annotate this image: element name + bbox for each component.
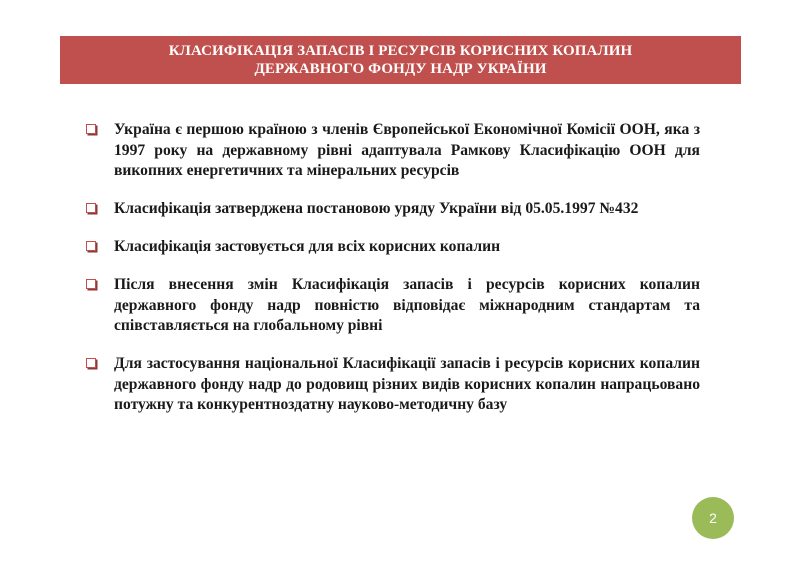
title-banner (60, 36, 741, 84)
bullet-item (86, 237, 700, 258)
bullet-list (86, 120, 700, 433)
bullet-text: Після внесення змін Класифікація запасів і ресурсів корисних копалин державного фонду надр повністю відповідає міжнародним стандартам та співставляється на глобальному рівні (114, 276, 700, 334)
hollow-square-bullet-icon (86, 358, 96, 368)
hollow-square-bullet-icon (86, 241, 96, 251)
bullet-text: Класифікація застовується для всіх корисних копалин (114, 238, 501, 255)
bullet-item (86, 199, 700, 220)
hollow-square-bullet-icon (86, 279, 96, 289)
hollow-square-bullet-icon (86, 203, 96, 213)
bullet-text: Україна є першою країною з членів Європейської Економічної Комісії ООН, яка з 1997 року на державному рівні адаптувала Рамкову Класифікацію ООН для викопних енергетичних та мінеральних ресурсів (114, 121, 700, 179)
bullet-text: Класифікація затверджена постановою уряду України від 05.05.1997 №432 (114, 200, 639, 217)
bullet-item (86, 354, 700, 416)
hollow-square-bullet-icon (86, 124, 96, 134)
bullet-item (86, 120, 700, 182)
slide-title-line-2: ДЕРЖАВНОГО ФОНДУ НАДР УКРАЇНИ (254, 61, 547, 77)
page-number: 2 (709, 510, 717, 526)
bullet-item (86, 275, 700, 337)
page-number-badge (692, 497, 734, 539)
bullet-text: Для застосування національної Класифікації запасів і ресурсів корисних копалин державного фонду надр до родовищ різних видів корисних копалин напрацьовано потужну та конкурентноздатну науково-методичну базу (114, 355, 700, 413)
slide-title-line-1: КЛАСИФІКАЦІЯ ЗАПАСІВ І РЕСУРСІВ КОРИСНИХ КОПАЛИН (168, 43, 633, 59)
